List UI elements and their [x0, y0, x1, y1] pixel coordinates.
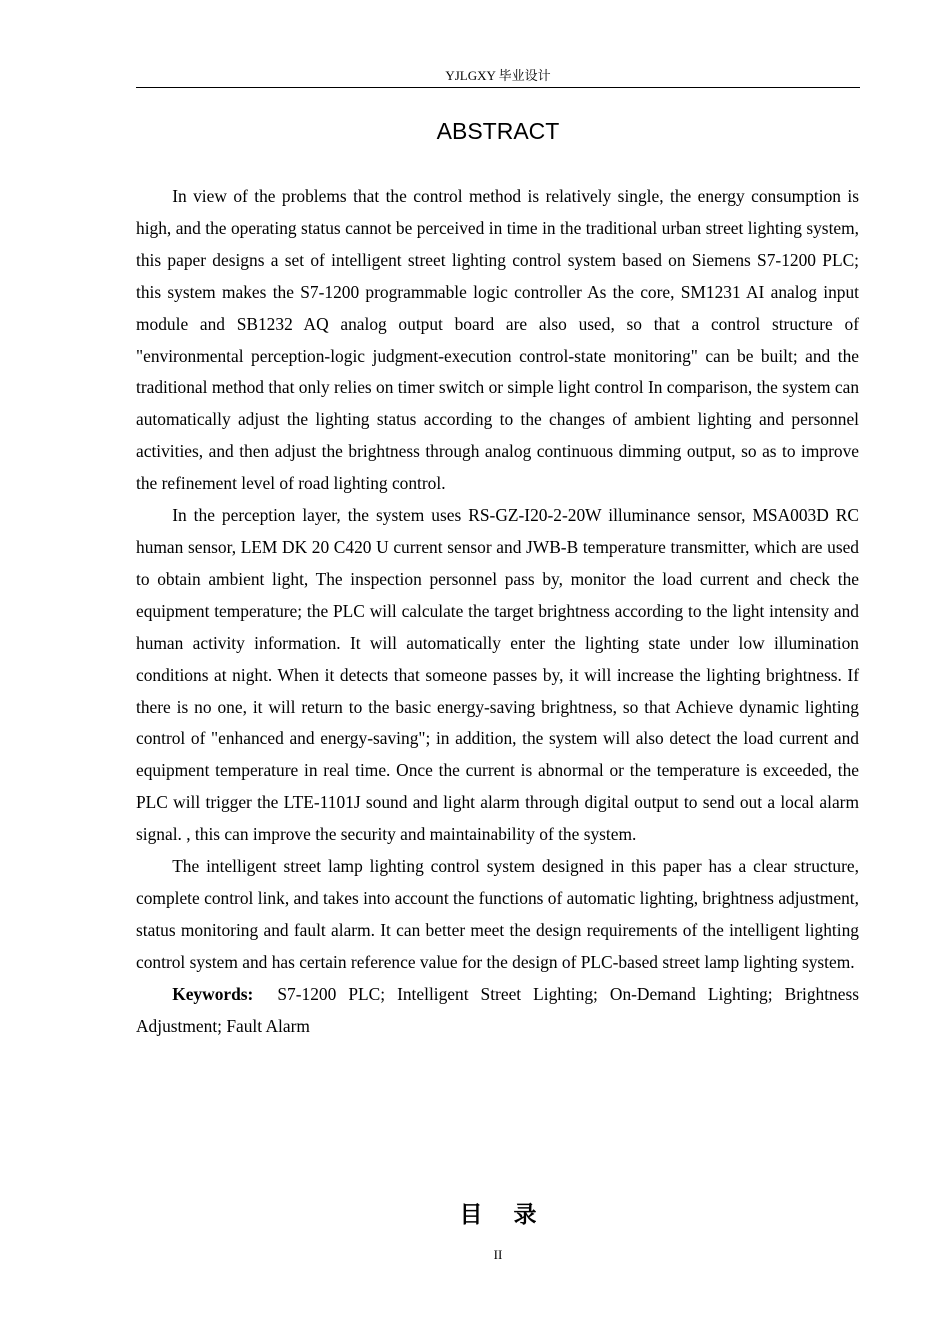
abstract-paragraph-3: The intelligent street lamp lighting control system designed in this paper has a clear structure, complete control link, and takes into account the functions of automatic lighting, brightness adjustment, status monitoring and fault alarm. It can better meet the design requirements of the intelligent lighting control system and has certain reference value for the design of PLC-based street lamp lighting system.: [136, 856, 859, 972]
abstract-body: [136, 181, 859, 1042]
abstract-paragraph-1: In view of the problems that the control method is relatively single, the energy consumption is high, and the operating status cannot be perceived in time in the traditional urban street lighting system, this paper designs a set of intelligent street lighting control system based on Siemens S7-1200 PLC; this system makes the S7-1200 programmable logic controller As the core, SM1231 AI analog input module and SB1232 AQ analog output board are also used, so that a control structure of "environmental perception-logic judgment-execution control-state monitoring" can be built; and the traditional method that only relies on timer switch or simple light control In comparison, the system can automatically adjust the lighting status according to the changes of ambient lighting and personnel activities, and then adjust the brightness through analog continuous dimming output, so as to improve the refinement level of road lighting control.: [136, 186, 860, 494]
keywords-label: Keywords:: [172, 983, 254, 1004]
running-header: YJLGXY 毕业设计: [136, 64, 860, 88]
abstract-paragraph-2: In the perception layer, the system uses RS-GZ-I20-2-20W illuminance sensor, MSA003D RC human sensor, LEM DK 20 C420 U current sensor and JWB-B temperature transmitter, which are used to obtain ambient light, The inspection personnel pass by, monitor the load current and check the equipment temperature; the PLC will calculate the target brightness according to the light intensity and human activity information. It will automatically enter the lighting state under low illumination conditions at night. When it detects that someone passes by, it will increase the lighting brightness. If there is no one, it will return to the basic energy-saving brightness, so that Achieve dynamic lighting control of "enhanced and energy-saving"; in addition, the system will also detect the load current and equipment temperature in real time. Once the current is abnormal or the temperature is exceeded, the PLC will trigger the LTE-1101J sound and light alarm through digital output to send out a local alarm signal. , this can improve the security and maintainability of the system.: [136, 505, 859, 845]
toc-title: 目 录: [459, 1202, 548, 1228]
abstract-title: ABSTRACT: [436, 118, 560, 144]
page-number: II: [493, 1247, 503, 1262]
keywords-text: S7-1200 PLC; Intelligent Street Lighting; On-Demand Lighting; Brightness Adjustment; Fault Alarm: [136, 983, 859, 1036]
keywords-line: [136, 979, 859, 1043]
